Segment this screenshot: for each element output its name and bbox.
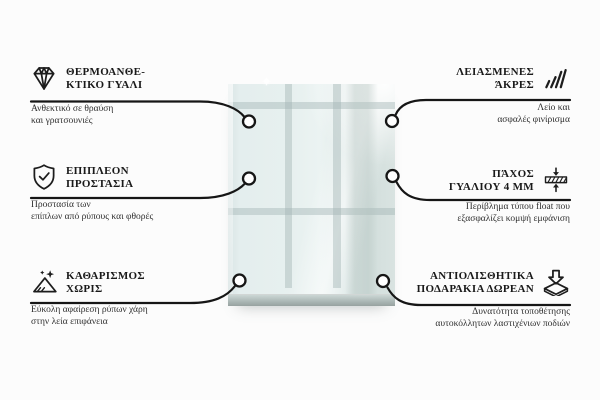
feature-header [30,163,260,191]
feature-header [30,268,260,296]
feature-title-line: ΓΥΑΛΙΟΥ 4 ΜΜ [448,180,534,193]
feature-header [340,64,570,92]
feature-description-line: Λείο και [537,103,570,113]
feature-description [497,103,570,126]
feature-description-line: Ανθεκτικό σε θραύση [31,104,114,114]
sparkle-glint-icon: ✦ [261,74,272,89]
feature-title-line: ΠΡΟΣΤΑΣΙΑ [66,177,134,190]
feature-description-line: Δυνατότητα τοποθέτησης [472,307,570,317]
feature-title-line: ΚΤΙΚΟ ΓΥΑΛΙ [66,78,143,91]
feature-title [456,64,534,91]
feature-header [340,166,570,194]
feature-title-line: ΛΕΙΑΣΜΕΝΕΣ [456,66,534,78]
feature-title-line: ΆΚΡΕΣ [494,78,534,91]
feature-description-line: Εύκολη αφαίρεση ρύπων χάρη [31,305,148,315]
shield-check-icon [30,163,58,191]
feature-title-line: ΕΠΙΠΛΕΟΝ [66,165,129,177]
feature-title-line: ΚΑΘΑΡΙΣΜΟΣ [66,270,145,282]
feature-description-line: αυτοκόλλητων λαστιχένιων ποδιών [435,318,570,329]
feature-description [457,202,570,225]
feature-description [31,200,153,223]
feature-description-line: Προστασία των [31,200,91,210]
feature-description-line: επίπλων από ρύπους και φθορές [31,211,154,222]
feature-thermo-glass [30,64,260,126]
anti-slip-feet-icon [542,268,570,296]
feature-title [66,64,145,91]
feature-title-line: ΘΕΡΜΟΑΝΘΕ- [66,66,146,78]
diamond-icon [30,64,58,92]
polished-edges-icon [542,64,570,92]
feature-description [435,307,570,330]
feature-description [31,305,148,328]
feature-title-line: ΧΩΡΙΣ [66,282,103,295]
sparkle-clean-icon [30,268,58,296]
feature-anti-slip-feet [340,268,570,329]
feature-title [417,268,534,295]
feature-header [340,268,570,296]
feature-header [30,64,260,92]
feature-title-line: ΠΆΧΟΣ [492,168,534,180]
feature-description-line: και γρατσουνιές [31,115,93,126]
feature-title-line: ΠΟΔΑΡΑΚΙΑ ΔΩΡΕΑΝ [416,282,534,295]
feature-title [66,163,133,190]
feature-title [66,268,145,295]
feature-description-line: εξασφαλίζει κομψή εμφάνιση [457,213,570,224]
glass-thickness-icon [542,166,570,194]
feature-extra-protection [30,163,260,222]
feature-description [31,104,113,127]
feature-description-line: Περίβλημα τύπου float που [465,202,570,212]
feature-title [449,166,534,193]
feature-title-line: ΑΝΤΙΟΛΙΣΘΗΤΙΚΑ [429,270,534,282]
feature-description-line: στην λεία επιφάνεια [31,316,108,327]
feature-easy-cleaning [30,268,260,327]
feature-description-line: ασφαλές φινίρισμα [497,114,570,125]
window-reflection-bar [285,84,292,288]
feature-polished-edges [340,64,570,125]
feature-glass-thickness [340,166,570,224]
